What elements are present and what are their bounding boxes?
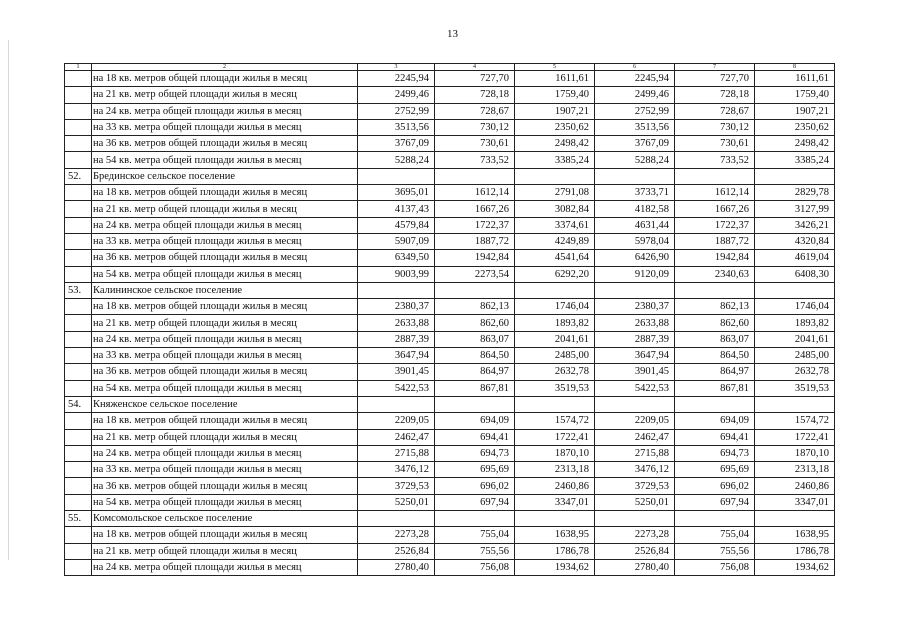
value-cell: 730,61: [675, 136, 755, 152]
row-description: на 54 кв. метра общей площади жилья в месяц: [92, 494, 358, 510]
row-description: на 36 кв. метров общей площади жилья в месяц: [92, 478, 358, 494]
value-cell: 3426,21: [755, 217, 835, 233]
empty-cell: [675, 511, 755, 527]
value-cell: 3347,01: [755, 494, 835, 510]
empty-cell: [435, 511, 515, 527]
value-cell: 730,12: [435, 119, 515, 135]
value-cell: 2632,78: [755, 364, 835, 380]
value-cell: 1574,72: [755, 413, 835, 429]
value-cell: 2780,40: [595, 559, 675, 575]
value-cell: 2313,18: [515, 462, 595, 478]
section-number: 55.: [65, 511, 92, 527]
value-cell: 3767,09: [358, 136, 435, 152]
section-number: 53.: [65, 282, 92, 298]
value-cell: 1786,78: [755, 543, 835, 559]
value-cell: 2715,88: [595, 445, 675, 461]
value-cell: 1638,95: [515, 527, 595, 543]
row-number-cell: [65, 348, 92, 364]
value-cell: 2462,47: [595, 429, 675, 445]
value-cell: 862,60: [675, 315, 755, 331]
value-cell: 694,73: [675, 445, 755, 461]
section-number: 54.: [65, 396, 92, 412]
value-cell: 694,41: [435, 429, 515, 445]
value-cell: 2752,99: [595, 103, 675, 119]
table-row: [65, 348, 835, 364]
value-cell: 2829,78: [755, 185, 835, 201]
table-row: [65, 559, 835, 575]
value-cell: 5907,09: [358, 233, 435, 249]
row-number-cell: [65, 185, 92, 201]
table-row: [65, 413, 835, 429]
empty-cell: [675, 396, 755, 412]
value-cell: 3513,56: [358, 119, 435, 135]
row-description: на 18 кв. метров общей площади жилья в месяц: [92, 71, 358, 87]
table-row: [65, 201, 835, 217]
row-description: на 54 кв. метра общей площади жилья в месяц: [92, 380, 358, 396]
value-cell: 862,13: [675, 299, 755, 315]
row-number-cell: [65, 119, 92, 135]
row-description: на 33 кв. метра общей площади жилья в месяц: [92, 348, 358, 364]
table-row: [65, 494, 835, 510]
value-cell: 3385,24: [515, 152, 595, 168]
value-cell: 867,81: [435, 380, 515, 396]
table-body: [65, 71, 835, 576]
value-cell: 5978,04: [595, 233, 675, 249]
column-number: 4: [435, 64, 515, 71]
table-row: [65, 429, 835, 445]
value-cell: 6349,50: [358, 250, 435, 266]
value-cell: 696,02: [435, 478, 515, 494]
value-cell: 730,61: [435, 136, 515, 152]
value-cell: 2460,86: [755, 478, 835, 494]
value-cell: 3901,45: [595, 364, 675, 380]
value-cell: 3519,53: [515, 380, 595, 396]
value-cell: 755,56: [435, 543, 515, 559]
value-cell: 4619,04: [755, 250, 835, 266]
column-number: 6: [595, 64, 675, 71]
empty-cell: [358, 168, 435, 184]
value-cell: 9120,09: [595, 266, 675, 282]
value-cell: 3729,53: [595, 478, 675, 494]
value-cell: 2209,05: [595, 413, 675, 429]
column-number: 5: [515, 64, 595, 71]
value-cell: 2350,62: [755, 119, 835, 135]
section-number: 52.: [65, 168, 92, 184]
value-cell: 727,70: [675, 71, 755, 87]
row-description: на 18 кв. метров общей площади жилья в месяц: [92, 185, 358, 201]
value-cell: 1667,26: [675, 201, 755, 217]
value-cell: 3695,01: [358, 185, 435, 201]
row-number-cell: [65, 233, 92, 249]
value-cell: 3127,99: [755, 201, 835, 217]
value-cell: 2273,28: [358, 527, 435, 543]
table-row: [65, 331, 835, 347]
value-cell: 6408,30: [755, 266, 835, 282]
section-title: Княженское сельское поселение: [92, 396, 358, 412]
value-cell: 755,04: [675, 527, 755, 543]
empty-cell: [595, 168, 675, 184]
value-cell: 4182,58: [595, 201, 675, 217]
value-cell: 1611,61: [515, 71, 595, 87]
value-cell: 695,69: [435, 462, 515, 478]
value-cell: 728,18: [435, 87, 515, 103]
value-cell: 2499,46: [595, 87, 675, 103]
row-description: на 21 кв. метр общей площади жилья в месяц: [92, 429, 358, 445]
value-cell: 728,67: [435, 103, 515, 119]
value-cell: 3519,53: [755, 380, 835, 396]
value-cell: 1893,82: [515, 315, 595, 331]
value-cell: 2273,54: [435, 266, 515, 282]
section-row: [65, 396, 835, 412]
value-cell: 2780,40: [358, 559, 435, 575]
value-cell: 2526,84: [595, 543, 675, 559]
row-description: на 18 кв. метров общей площади жилья в месяц: [92, 527, 358, 543]
row-description: на 33 кв. метра общей площади жилья в месяц: [92, 462, 358, 478]
row-description: на 24 кв. метра общей площади жилья в месяц: [92, 217, 358, 233]
empty-cell: [755, 396, 835, 412]
empty-cell: [755, 282, 835, 298]
empty-cell: [515, 282, 595, 298]
value-cell: 4631,44: [595, 217, 675, 233]
row-description: на 18 кв. метров общей площади жилья в месяц: [92, 299, 358, 315]
value-cell: 4249,89: [515, 233, 595, 249]
table-row: [65, 315, 835, 331]
value-cell: 863,07: [675, 331, 755, 347]
table-row: [65, 478, 835, 494]
value-cell: 2380,37: [595, 299, 675, 315]
value-cell: 1870,10: [515, 445, 595, 461]
row-number-cell: [65, 331, 92, 347]
value-cell: 1612,14: [675, 185, 755, 201]
value-cell: 2485,00: [755, 348, 835, 364]
row-description: на 24 кв. метра общей площади жилья в месяц: [92, 103, 358, 119]
column-number: 8: [755, 64, 835, 71]
value-cell: 1574,72: [515, 413, 595, 429]
row-description: на 36 кв. метров общей площади жилья в месяц: [92, 250, 358, 266]
value-cell: 5250,01: [358, 494, 435, 510]
value-cell: 6292,20: [515, 266, 595, 282]
value-cell: 694,41: [675, 429, 755, 445]
section-title: Калининское сельское поселение: [92, 282, 358, 298]
value-cell: 756,08: [675, 559, 755, 575]
value-cell: 694,09: [435, 413, 515, 429]
value-cell: 2245,94: [595, 71, 675, 87]
value-cell: 5250,01: [595, 494, 675, 510]
section-row: [65, 511, 835, 527]
row-description: на 24 кв. метра общей площади жилья в месяц: [92, 445, 358, 461]
value-cell: 5288,24: [358, 152, 435, 168]
value-cell: 1746,04: [755, 299, 835, 315]
value-cell: 1893,82: [755, 315, 835, 331]
value-cell: 2498,42: [755, 136, 835, 152]
value-cell: 1638,95: [755, 527, 835, 543]
table-row: [65, 380, 835, 396]
value-cell: 2887,39: [358, 331, 435, 347]
value-cell: 3767,09: [595, 136, 675, 152]
value-cell: 733,52: [435, 152, 515, 168]
row-number-cell: [65, 315, 92, 331]
empty-cell: [358, 511, 435, 527]
table-row: [65, 364, 835, 380]
empty-cell: [595, 511, 675, 527]
value-cell: 864,50: [435, 348, 515, 364]
value-cell: 696,02: [675, 478, 755, 494]
table-row: [65, 233, 835, 249]
value-cell: 1887,72: [675, 233, 755, 249]
empty-cell: [595, 396, 675, 412]
row-number-cell: [65, 413, 92, 429]
empty-cell: [435, 168, 515, 184]
value-cell: 755,56: [675, 543, 755, 559]
value-cell: 2887,39: [595, 331, 675, 347]
tariff-table: [64, 63, 835, 576]
value-cell: 2499,46: [358, 87, 435, 103]
value-cell: 1907,21: [515, 103, 595, 119]
row-description: на 24 кв. метра общей площади жилья в месяц: [92, 559, 358, 575]
empty-cell: [515, 396, 595, 412]
value-cell: 3647,94: [358, 348, 435, 364]
value-cell: 1934,62: [515, 559, 595, 575]
value-cell: 864,50: [675, 348, 755, 364]
row-number-cell: [65, 445, 92, 461]
value-cell: 3647,94: [595, 348, 675, 364]
value-cell: 2380,37: [358, 299, 435, 315]
column-number: 7: [675, 64, 755, 71]
row-description: на 33 кв. метра общей площади жилья в месяц: [92, 119, 358, 135]
row-number-cell: [65, 380, 92, 396]
empty-cell: [358, 396, 435, 412]
value-cell: 4137,43: [358, 201, 435, 217]
table-row: [65, 217, 835, 233]
row-number-cell: [65, 364, 92, 380]
value-cell: 867,81: [675, 380, 755, 396]
value-cell: 2633,88: [595, 315, 675, 331]
row-description: на 21 кв. метр общей площади жилья в месяц: [92, 543, 358, 559]
row-description: на 21 кв. метр общей площади жилья в месяц: [92, 315, 358, 331]
table-row: [65, 119, 835, 135]
value-cell: 733,52: [675, 152, 755, 168]
value-cell: 1722,37: [435, 217, 515, 233]
value-cell: 3733,71: [595, 185, 675, 201]
value-cell: 1870,10: [755, 445, 835, 461]
value-cell: 5422,53: [358, 380, 435, 396]
column-number: 1: [65, 64, 92, 71]
row-description: на 54 кв. метра общей площади жилья в месяц: [92, 152, 358, 168]
empty-cell: [515, 511, 595, 527]
value-cell: 2460,86: [515, 478, 595, 494]
value-cell: 727,70: [435, 71, 515, 87]
value-cell: 2340,63: [675, 266, 755, 282]
section-title: Комсомольское сельское поселение: [92, 511, 358, 527]
page-number: 13: [447, 28, 458, 40]
table-row: [65, 87, 835, 103]
empty-cell: [675, 282, 755, 298]
table-row: [65, 250, 835, 266]
table-row: [65, 299, 835, 315]
value-cell: 4579,84: [358, 217, 435, 233]
value-cell: 2485,00: [515, 348, 595, 364]
row-number-cell: [65, 299, 92, 315]
value-cell: 1722,41: [755, 429, 835, 445]
value-cell: 9003,99: [358, 266, 435, 282]
empty-cell: [675, 168, 755, 184]
table-row: [65, 103, 835, 119]
table-row: [65, 71, 835, 87]
row-number-cell: [65, 559, 92, 575]
row-description: на 36 кв. метров общей площади жилья в месяц: [92, 136, 358, 152]
value-cell: 4320,84: [755, 233, 835, 249]
column-number-header-row: [65, 64, 835, 71]
value-cell: 2209,05: [358, 413, 435, 429]
value-cell: 2752,99: [358, 103, 435, 119]
value-cell: 730,12: [675, 119, 755, 135]
value-cell: 728,18: [675, 87, 755, 103]
value-cell: 2313,18: [755, 462, 835, 478]
value-cell: 4541,64: [515, 250, 595, 266]
value-cell: 1942,84: [435, 250, 515, 266]
value-cell: 1746,04: [515, 299, 595, 315]
value-cell: 6426,90: [595, 250, 675, 266]
value-cell: 864,97: [435, 364, 515, 380]
value-cell: 2041,61: [755, 331, 835, 347]
empty-cell: [755, 511, 835, 527]
empty-cell: [435, 282, 515, 298]
value-cell: 1667,26: [435, 201, 515, 217]
value-cell: 3513,56: [595, 119, 675, 135]
value-cell: 1786,78: [515, 543, 595, 559]
value-cell: 5288,24: [595, 152, 675, 168]
row-description: на 21 кв. метр общей площади жилья в месяц: [92, 87, 358, 103]
table-row: [65, 445, 835, 461]
value-cell: 3476,12: [595, 462, 675, 478]
value-cell: 2791,08: [515, 185, 595, 201]
section-row: [65, 168, 835, 184]
table-row: [65, 462, 835, 478]
value-cell: 1907,21: [755, 103, 835, 119]
value-cell: 1887,72: [435, 233, 515, 249]
row-number-cell: [65, 103, 92, 119]
value-cell: 862,60: [435, 315, 515, 331]
row-number-cell: [65, 136, 92, 152]
column-number: 2: [92, 64, 358, 71]
row-description: на 24 кв. метра общей площади жилья в месяц: [92, 331, 358, 347]
row-number-cell: [65, 201, 92, 217]
value-cell: 863,07: [435, 331, 515, 347]
section-title: Брединское сельское поселение: [92, 168, 358, 184]
row-number-cell: [65, 266, 92, 282]
row-number-cell: [65, 527, 92, 543]
row-number-cell: [65, 87, 92, 103]
value-cell: 1934,62: [755, 559, 835, 575]
value-cell: 5422,53: [595, 380, 675, 396]
value-cell: 1611,61: [755, 71, 835, 87]
value-cell: 756,08: [435, 559, 515, 575]
value-cell: 2245,94: [358, 71, 435, 87]
table-row: [65, 152, 835, 168]
row-description: на 21 кв. метр общей площади жилья в месяц: [92, 201, 358, 217]
column-number: 3: [358, 64, 435, 71]
row-number-cell: [65, 543, 92, 559]
table-row: [65, 527, 835, 543]
value-cell: 2715,88: [358, 445, 435, 461]
row-number-cell: [65, 478, 92, 494]
value-cell: 2633,88: [358, 315, 435, 331]
value-cell: 2498,42: [515, 136, 595, 152]
row-number-cell: [65, 250, 92, 266]
value-cell: 1759,40: [755, 87, 835, 103]
value-cell: 697,94: [435, 494, 515, 510]
value-cell: 755,04: [435, 527, 515, 543]
value-cell: 2041,61: [515, 331, 595, 347]
table-row: [65, 543, 835, 559]
value-cell: 2632,78: [515, 364, 595, 380]
value-cell: 1759,40: [515, 87, 595, 103]
value-cell: 864,97: [675, 364, 755, 380]
empty-cell: [595, 282, 675, 298]
scan-edge-line: [8, 40, 9, 560]
value-cell: 3476,12: [358, 462, 435, 478]
value-cell: 2273,28: [595, 527, 675, 543]
row-number-cell: [65, 494, 92, 510]
row-number-cell: [65, 71, 92, 87]
row-description: на 54 кв. метра общей площади жилья в месяц: [92, 266, 358, 282]
value-cell: 728,67: [675, 103, 755, 119]
table-row: [65, 266, 835, 282]
value-cell: 3385,24: [755, 152, 835, 168]
value-cell: 2526,84: [358, 543, 435, 559]
value-cell: 3082,84: [515, 201, 595, 217]
value-cell: 2462,47: [358, 429, 435, 445]
row-number-cell: [65, 429, 92, 445]
value-cell: 695,69: [675, 462, 755, 478]
value-cell: 862,13: [435, 299, 515, 315]
row-description: на 36 кв. метров общей площади жилья в месяц: [92, 364, 358, 380]
row-number-cell: [65, 462, 92, 478]
value-cell: 3374,61: [515, 217, 595, 233]
section-row: [65, 282, 835, 298]
empty-cell: [515, 168, 595, 184]
empty-cell: [358, 282, 435, 298]
empty-cell: [755, 168, 835, 184]
value-cell: 694,73: [435, 445, 515, 461]
empty-cell: [435, 396, 515, 412]
row-description: на 33 кв. метра общей площади жилья в месяц: [92, 233, 358, 249]
value-cell: 2350,62: [515, 119, 595, 135]
value-cell: 1612,14: [435, 185, 515, 201]
value-cell: 3729,53: [358, 478, 435, 494]
row-number-cell: [65, 152, 92, 168]
row-number-cell: [65, 217, 92, 233]
value-cell: 1942,84: [675, 250, 755, 266]
value-cell: 3347,01: [515, 494, 595, 510]
table-row: [65, 136, 835, 152]
value-cell: 1722,37: [675, 217, 755, 233]
value-cell: 694,09: [675, 413, 755, 429]
row-description: на 18 кв. метров общей площади жилья в месяц: [92, 413, 358, 429]
table-row: [65, 185, 835, 201]
value-cell: 3901,45: [358, 364, 435, 380]
value-cell: 1722,41: [515, 429, 595, 445]
value-cell: 697,94: [675, 494, 755, 510]
